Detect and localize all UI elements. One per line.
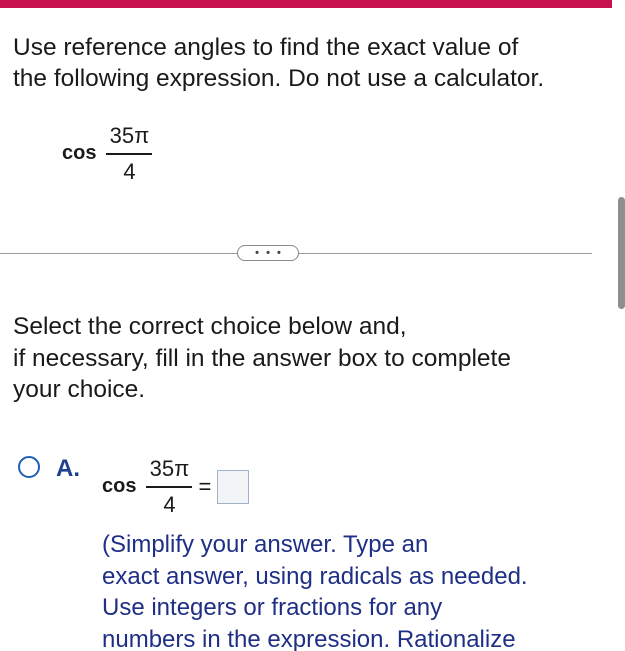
equals-sign: = (198, 473, 212, 499)
choice-a-radio[interactable] (18, 456, 40, 478)
choice-a-label[interactable]: A. (56, 455, 80, 482)
given-expression (62, 123, 152, 185)
choice-a-expression (102, 456, 249, 518)
hint-line-4: numbers in the expression. Rationalize (102, 625, 516, 651)
choice-a-fraction (146, 456, 192, 518)
instruction-line-2: if necessary, fill in the answer box to complete (13, 344, 511, 372)
scrollbar-thumb[interactable] (618, 197, 625, 309)
instruction-text (13, 311, 603, 406)
expression-function: cos (62, 142, 97, 165)
choice-a-hint (102, 529, 602, 651)
expression-fraction (106, 123, 152, 185)
choice-a-function: cos (102, 475, 137, 498)
expression-denominator: 4 (123, 158, 136, 184)
question-text (13, 32, 603, 94)
choice-a-numerator: 35π (149, 456, 190, 481)
choice-a-denominator: 4 (163, 491, 176, 517)
question-line-1: Use reference angles to find the exact value of (13, 34, 519, 61)
expand-more-button[interactable]: • • • (237, 245, 299, 261)
hint-line-3: Use integers or fractions for any (102, 594, 443, 621)
answer-input-box[interactable] (217, 470, 249, 504)
expression-numerator: 35π (109, 123, 150, 148)
header-accent-bar (0, 0, 612, 8)
hint-line-1: (Simplify your answer. Type an (102, 531, 429, 558)
hint-line-2: exact answer, using radicals as needed. (102, 562, 528, 590)
question-line-2: the following expression. Do not use a calculator. (13, 65, 545, 92)
instruction-line-3: your choice. (13, 376, 146, 403)
instruction-line-1: Select the correct choice below and, (13, 313, 407, 340)
